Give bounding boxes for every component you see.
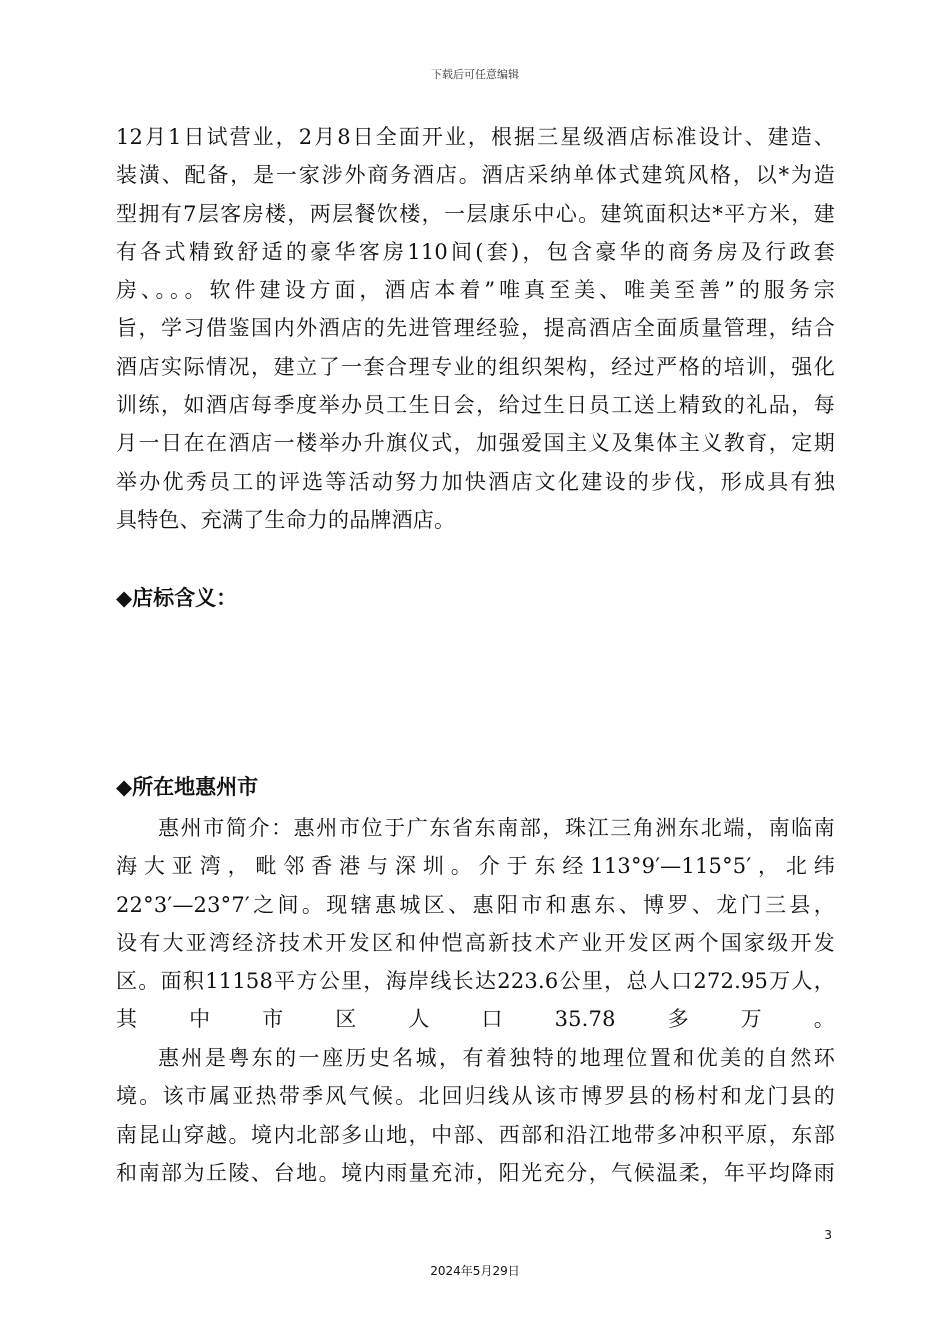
location-heading: ◆所在地惠州市 bbox=[116, 775, 259, 799]
text-line: 旨，学习借鉴国内外酒店的先进管理经验，提高酒店全面质量管理，结合 bbox=[116, 316, 835, 341]
footer-date: 2024年5月29日 bbox=[430, 1264, 520, 1278]
spread-word: 人 bbox=[408, 1007, 430, 1032]
text-line: 训练，如酒店每季度举办员工生日会，给过生日员工送上精致的礼品，每 bbox=[116, 393, 835, 418]
text-line: 惠州是粤东的一座历史名城，有着独特的地理位置和优美的自然环 bbox=[158, 1046, 835, 1070]
spread-word: 口 bbox=[481, 1007, 503, 1032]
spread-word: 35.78 bbox=[554, 1007, 616, 1032]
intro-paragraph bbox=[116, 118, 835, 539]
text-line: 12月1日试营业，2月8日全面开业，根据三星级酒店标准设计、建造、 bbox=[116, 125, 835, 149]
spread-word: 中 bbox=[189, 1007, 211, 1032]
text-line: 装潢、配备，是一家涉外商务酒店。酒店采纳单体式建筑风格，以*为造 bbox=[116, 163, 835, 188]
spread-word: 区 bbox=[335, 1007, 357, 1032]
text-line: 有各式精致舒适的豪华客房110间(套)，包含豪华的商务房及行政套 bbox=[116, 239, 835, 264]
text-line: 型拥有7层客房楼，两层餐饮楼，一层康乐中心。建筑面积达*平方米，建 bbox=[116, 201, 835, 226]
text-line: 月一日在在酒店一楼举办升旗仪式，加强爱国主义及集体主义教育，定期 bbox=[116, 431, 835, 456]
location-paragraph-1 bbox=[116, 809, 835, 1039]
spread-word: 万 bbox=[740, 1007, 762, 1032]
text-line: 举办优秀员工的评选等活动努力加快酒店文化建设的步伐，形成具有独 bbox=[116, 469, 835, 494]
spread-word: 。 bbox=[813, 1007, 835, 1032]
spread-text-line bbox=[116, 1000, 835, 1038]
text-line: 房、。。。软件建设方面，酒店本着”唯真至美、唯美至善”的服务宗 bbox=[116, 278, 835, 303]
spread-word: 其 bbox=[116, 1007, 138, 1032]
text-line: 南昆山穿越。境内北部多山地，中部、西部和沿江地带多冲积平原，东部 bbox=[116, 1122, 835, 1147]
page-number: 3 bbox=[824, 1228, 832, 1242]
text-line: 具特色、充满了生命力的品牌酒店。 bbox=[116, 507, 456, 532]
page-header: 下载后可任意编辑 bbox=[431, 68, 519, 81]
text-line: 区。面积11158平方公里，海岸线长达223.6公里，总人口272.95万人， bbox=[116, 969, 835, 994]
text-line: 22°3′—23°7′之间。现辖惠城区、惠阳市和惠东、博罗、龙门三县， bbox=[116, 892, 835, 917]
text-line: 设有大亚湾经济技术开发区和仲恺高新技术产业开发区两个国家级开发 bbox=[116, 930, 835, 955]
spread-word: 市 bbox=[262, 1007, 284, 1032]
location-paragraph-2 bbox=[116, 1039, 835, 1192]
logo-meaning-heading: ◆店标含义： bbox=[116, 586, 238, 610]
text-line: 惠州市简介：惠州市位于广东省东南部，珠江三角洲东北端，南临南 bbox=[158, 816, 835, 840]
text-line: 和南部为丘陵、台地。境内雨量充沛，阳光充分，气候温柔，年平均降雨 bbox=[116, 1160, 835, 1185]
text-line: 海大亚湾，毗邻香港与深圳。介于东经113°9′—115°5′，北纬 bbox=[116, 854, 835, 879]
text-line: 境。该市属亚热带季风气候。北回归线从该市博罗县的杨村和龙门县的 bbox=[116, 1084, 835, 1109]
spread-word: 多 bbox=[667, 1007, 689, 1032]
text-line: 酒店实际情况，建立了一套合理专业的组织架构，经过严格的培训，强化 bbox=[116, 354, 835, 379]
